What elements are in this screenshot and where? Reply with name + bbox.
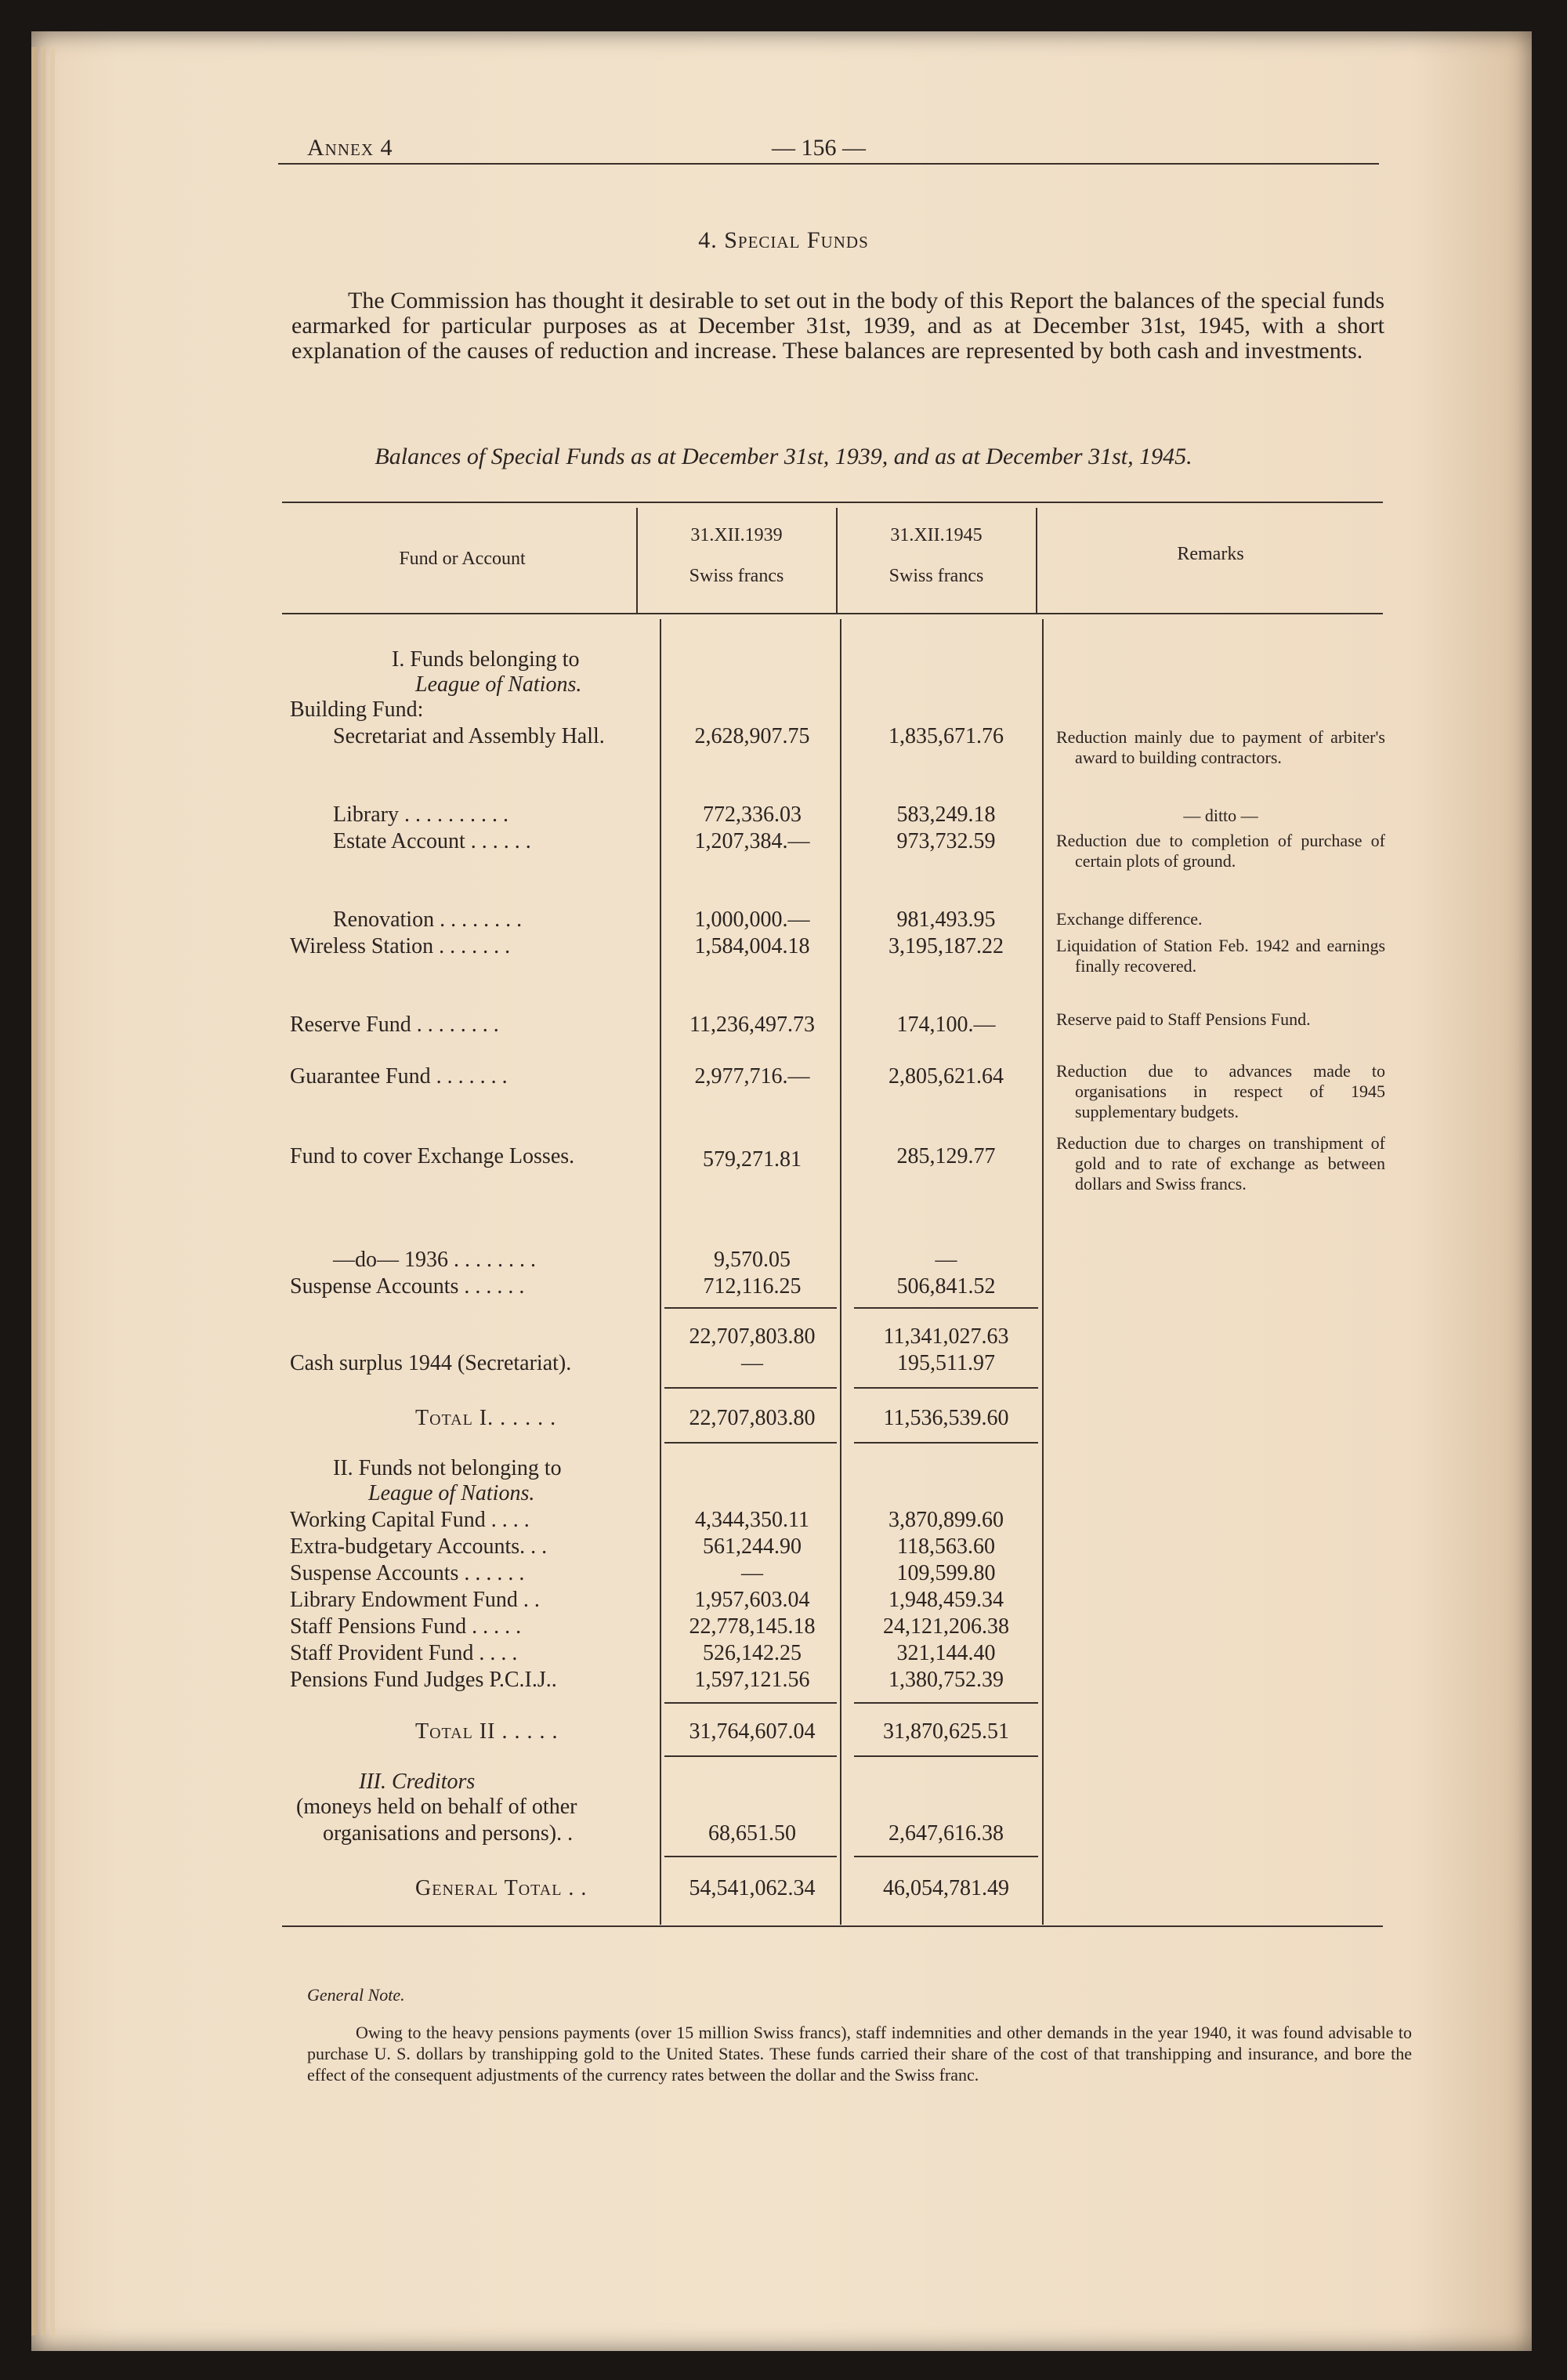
section-heading: II. Funds not belonging to <box>333 1456 562 1480</box>
remark: Liquidation of Station Feb. 1942 and earnings finally recovered. <box>1056 936 1385 976</box>
total-row: Total I. . . . . . 22,707,803.80 11,536,539.60 <box>415 1406 1009 1430</box>
annex-label: Annex 4 <box>307 135 393 161</box>
group-heading: Building Fund: <box>290 697 424 722</box>
table-row: Cash surplus 1944 (Secretariat). — 195,511.97 <box>290 1351 995 1375</box>
table-header-rule <box>282 613 1383 614</box>
column-divider <box>836 508 838 613</box>
note-paragraph: Owing to the heavy pensions payments (over 15 million Swiss francs), staff indemnities and other demands in the year 1940, it was found advisable to purchase U. S. dollars by transhipping gold to the United States. These funds carried their share of the cost of that transhipping and insurance, and bore the effect of the consequent adjustments of the currency rates between the dollar and the Swiss franc. <box>307 2023 1412 2085</box>
section-heading: I. Funds belonging to <box>392 647 580 672</box>
subtotal-rule <box>854 1307 1038 1309</box>
remark: Reduction due to advances made to organisations in respect of 1945 supplementary budgets. <box>1056 1061 1385 1121</box>
section-heading: League of Nations. <box>415 672 582 697</box>
column-divider <box>1036 508 1037 613</box>
table-row: Staff Pensions Fund . . . . . 22,778,145.18 24,121,206.38 <box>290 1614 1009 1639</box>
total-rule <box>854 1442 1038 1444</box>
column-header-currency: Swiss francs <box>689 566 784 586</box>
total-rule <box>664 1702 837 1704</box>
remark: Reserve paid to Staff Pensions Fund. <box>1056 1009 1311 1029</box>
table-top-rule <box>282 502 1383 503</box>
total-row: Total II . . . . . 31,764,607.04 31,870,625.51 <box>415 1719 1009 1744</box>
table-row: Guarantee Fund . . . . . . . 2,977,716.— 2,805,621.64 Reduction due to advances made to organisations in respect of 1945 supplementary budgets. <box>290 1061 1385 1121</box>
table-row: Pensions Fund Judges P.C.I.J.. 1,597,121.56 1,380,752.39 <box>290 1668 1004 1692</box>
table-row: Fund to cover Exchange Losses. 579,271.81 285,129.77 Reduction due to charges on transhipment of gold and to rate of exchange as between dollars and Swiss francs. <box>290 1133 1385 1194</box>
table-row: Renovation . . . . . . . . 1,000,000.— 981,493.95 Exchange difference. <box>0 907 1567 933</box>
table-row: Reserve Fund . . . . . . . . 11,236,497.73 174,100.— Reserve paid to Staff Pensions Fund. <box>0 1012 1567 1038</box>
remark: — ditto — <box>1183 806 1258 825</box>
table-row: Library Endowment Fund . . 1,957,603.04 1,948,459.34 <box>290 1588 1004 1612</box>
section-heading: League of Nations. <box>368 1481 535 1505</box>
subtotal-row: 22,707,803.80 11,341,027.63 <box>689 1324 1009 1349</box>
table-row: Secretariat and Assembly Hall. 2,628,907.75 1,835,671.76 Reduction mainly due to payment of arbiter's award to building contractors. <box>333 724 1385 767</box>
remark: Reduction due to charges on transhipment of gold and to rate of exchange as between dollars and Swiss francs. <box>1056 1133 1385 1194</box>
column-header-1939: 31.XII.1939 <box>690 525 783 545</box>
header-rule <box>278 163 1379 165</box>
table-row: organisations and persons). . 68,651.50 2,647,616.38 <box>323 1821 1004 1846</box>
table-row: Extra-budgetary Accounts. . . 561,244.90 118,563.60 <box>290 1534 995 1559</box>
table-bottom-rule <box>282 1925 1383 1927</box>
table-row: (moneys held on behalf of other <box>296 1795 577 1819</box>
table-row: Working Capital Fund . . . . 4,344,350.11 3,870,899.60 <box>290 1508 1004 1532</box>
table-caption: Balances of Special Funds as at December 31st, 1939, and as at December 31st, 1945. <box>375 444 1192 469</box>
total-rule <box>854 1856 1038 1857</box>
section-heading: III. Creditors <box>359 1770 476 1794</box>
subtotal-rule <box>664 1307 837 1309</box>
note-title: General Note. <box>307 1985 405 2005</box>
table-row: Estate Account . . . . . . 1,207,384.— 973,732.59 Reduction due to completion of purchase of certain plots of ground. <box>333 829 1385 871</box>
table-row: Wireless Station . . . . . . . 1,584,004.18 3,195,187.22 Liquidation of Station Feb. 1942 and earnings finally recovered. <box>290 934 1385 976</box>
subtotal-rule <box>664 1387 837 1389</box>
column-header-remarks: Remarks <box>1177 544 1244 564</box>
total-rule <box>854 1755 1038 1757</box>
column-header-currency: Swiss francs <box>888 566 984 586</box>
total-rule <box>664 1856 837 1857</box>
remark: Reduction due to completion of purchase of certain plots of ground. <box>1056 831 1385 871</box>
total-rule <box>664 1442 837 1444</box>
remark: Exchange difference. <box>1056 909 1203 929</box>
subtotal-rule <box>854 1387 1038 1389</box>
intro-paragraph: The Commission has thought it desirable to set out in the body of this Report the balances of the special funds earmarked for particular purposes as at December 31st, 1939, and as at December 31st, 1945, with a short explanation of the causes of reduction and increase. These balances are represented by both cash and investments. <box>291 288 1384 364</box>
column-header-fund: Fund or Account <box>399 549 526 569</box>
column-header-1945: 31.XII.1945 <box>890 525 983 545</box>
section-title: 4. Special Funds <box>698 227 869 253</box>
table-row: Staff Provident Fund . . . . 526,142.25 321,144.40 <box>290 1641 996 1665</box>
column-divider <box>636 508 638 613</box>
remark: Reduction mainly due to payment of arbiter's award to building contractors. <box>1056 727 1385 767</box>
table-row: Suspense Accounts . . . . . . — 109,599.80 <box>290 1561 996 1585</box>
page-number: — 156 — <box>772 135 866 161</box>
general-total-row: General Total . . 54,541,062.34 46,054,781.49 <box>415 1876 1009 1900</box>
total-rule <box>854 1702 1038 1704</box>
table-row: Library . . . . . . . . . . 772,336.03 583,249.18 — ditto — <box>0 802 1567 828</box>
total-rule <box>664 1755 837 1757</box>
table-row: Suspense Accounts . . . . . . 712,116.25 506,841.52 <box>290 1274 996 1299</box>
table-row: —do— 1936 . . . . . . . . 9,570.05 — <box>333 1248 957 1272</box>
